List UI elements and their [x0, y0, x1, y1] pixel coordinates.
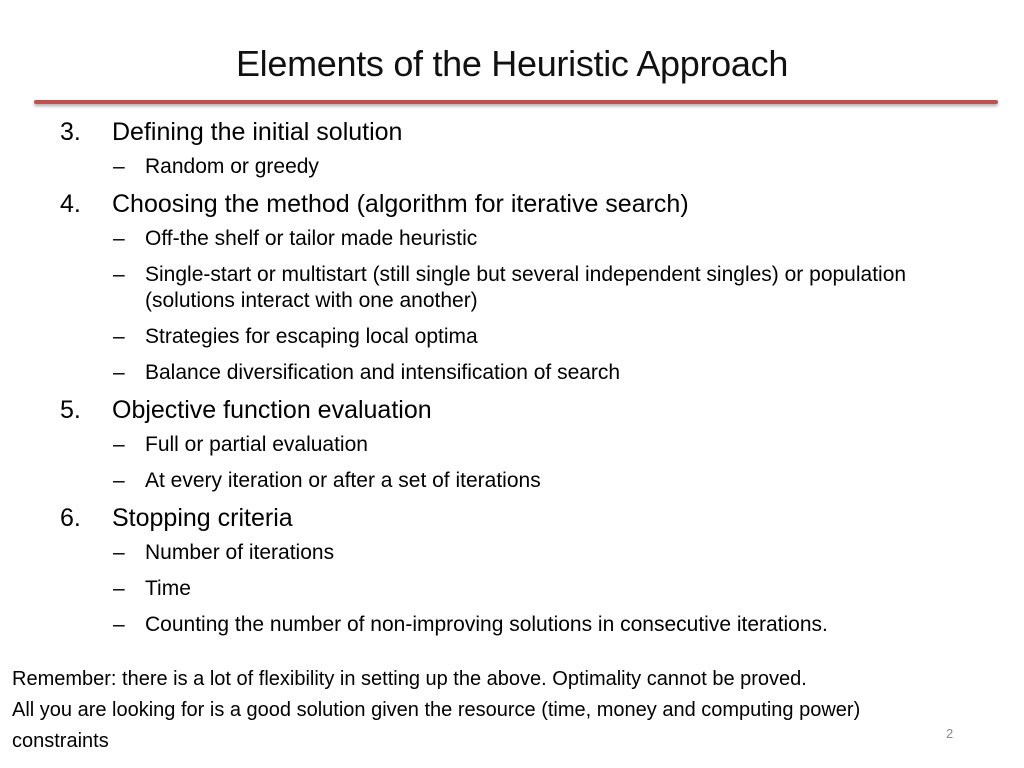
- list-item-3: [0, 114, 1024, 186]
- sub-item: [0, 258, 945, 320]
- list-item-6: [0, 500, 1024, 644]
- title-divider: [34, 100, 998, 104]
- slide-content: [0, 114, 1024, 644]
- sub-item-text: Full or partial evaluation: [145, 433, 368, 456]
- footer-note-line: constraints: [12, 730, 109, 752]
- sub-item-text: Strategies for escaping local optima: [145, 325, 478, 348]
- sub-item: [0, 222, 945, 258]
- sub-list: [0, 536, 1024, 644]
- dash-bullet: –: [113, 433, 125, 456]
- list-item-5: [0, 392, 1024, 500]
- dash-bullet: –: [113, 469, 125, 492]
- dash-bullet: –: [113, 361, 125, 384]
- dash-bullet: –: [113, 325, 125, 348]
- sub-list: [0, 150, 1024, 186]
- sub-item: [0, 536, 945, 572]
- footer-note-line: Remember: there is a lot of flexibility in setting up the above. Optimality cannot be proved.: [12, 668, 807, 690]
- list-item-number: 3.: [60, 118, 81, 146]
- sub-item-text: Single-start or multistart (still single but several independent singles) or population (solutions interact with one another): [145, 263, 907, 312]
- dash-bullet: –: [113, 263, 125, 286]
- sub-item-text: Off-the shelf or tailor made heuristic: [145, 227, 478, 250]
- list-item-4: [0, 186, 1024, 392]
- dash-bullet: –: [113, 227, 125, 250]
- sub-item: [0, 150, 945, 186]
- sub-list: [0, 428, 1024, 500]
- sub-item: [0, 464, 945, 500]
- sub-item: [0, 572, 945, 608]
- dash-bullet: –: [113, 577, 125, 600]
- footer-note-line: All you are looking for is a good solution given the resource (time, money and computing power): [12, 699, 861, 721]
- sub-item-text: Balance diversification and intensification of search: [145, 361, 621, 384]
- dash-bullet: –: [113, 541, 125, 564]
- sub-item-text: Counting the number of non-improving solutions in consecutive iterations.: [145, 613, 828, 636]
- sub-item: [0, 356, 945, 392]
- sub-item-text: Number of iterations: [145, 541, 335, 564]
- list-item-number: 6.: [60, 504, 81, 532]
- sub-item: [0, 428, 945, 464]
- list-item-text: Choosing the method (algorithm for iterative search): [112, 190, 689, 218]
- sub-item: [0, 608, 945, 644]
- sub-item-text: At every iteration or after a set of iterations: [145, 469, 541, 492]
- list-item-text: Defining the initial solution: [112, 118, 403, 146]
- sub-list: [0, 222, 1024, 392]
- sub-item: [0, 320, 945, 356]
- slide-title: Elements of the Heuristic Approach: [235, 43, 789, 84]
- list-item-text: Objective function evaluation: [112, 396, 432, 424]
- list-item-number: 4.: [60, 190, 81, 218]
- footer-note: [12, 664, 1020, 757]
- dash-bullet: –: [113, 613, 125, 636]
- sub-item-text: Time: [145, 577, 191, 600]
- list-item-text: Stopping criteria: [112, 504, 293, 532]
- slide-number: 2: [946, 726, 954, 741]
- dash-bullet: –: [113, 155, 125, 178]
- sub-item-text: Random or greedy: [145, 155, 319, 178]
- list-item-number: 5.: [60, 396, 81, 424]
